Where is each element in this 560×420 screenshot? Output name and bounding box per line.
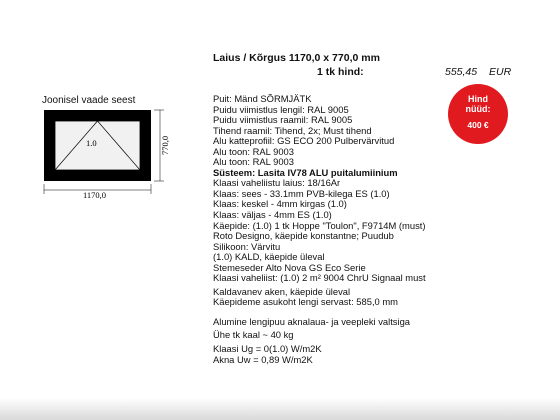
spec-line: Stemeseder Alto Nova GS Eco Serie: [213, 261, 366, 273]
spec-line: Roto Designo, käepide konstantne; Puudub: [213, 230, 394, 242]
spec-line: Puidu viimistlus raamil: RAL 9005: [213, 114, 353, 126]
width-label: 1170,0: [83, 190, 107, 200]
spec-line: Käepide: (1.0) 1 tk Hoppe "Toulon", F9714M (must): [213, 219, 426, 231]
height-label: 770,0: [160, 135, 170, 155]
drawing-view-label: Joonisel vaade seest: [42, 95, 136, 106]
spec-list: [213, 94, 543, 365]
spec-line: Tihend raamil: Tihend, 2x; Must tihend: [213, 124, 372, 136]
spec-line: Ühe tk kaal ~ 40 kg: [213, 329, 294, 341]
sash-label: 1.0: [86, 138, 97, 148]
spec-line: Klaasi vaheliistu laius: 18/16Ar: [213, 177, 341, 189]
dimensions-heading: Laius / Kõrgus 1170,0 x 770,0 mm: [213, 52, 380, 64]
spec-line: Puidu viimistlus lengil: RAL 9005: [213, 103, 349, 115]
spec-line: Silikoon: Värvitu: [213, 240, 281, 252]
spec-line: Puit: Mänd SÕRMJÄTK: [213, 93, 312, 104]
currency-label: EUR: [489, 66, 512, 78]
spec-line: Alumine lengipuu aknalaua- ja veepleki valtsiga: [213, 315, 410, 327]
badge-line1: Hind: [468, 94, 488, 104]
spec-line: Käepideme asukoht lengi servast: 585,0 mm: [213, 296, 398, 308]
spec-line-system: Süsteem: Lasita IV78 ALU puitalumiinium: [213, 166, 398, 178]
badge-line2: nüüd:: [465, 104, 491, 114]
spec-line: Klaas: keskel - 4mm kirgas (1.0): [213, 198, 347, 210]
spec-line: Akna Uw = 0,89 W/m2K: [213, 353, 313, 365]
spec-line: Alu toon: RAL 9003: [213, 156, 294, 168]
unit-price-value: 555,45: [445, 66, 478, 78]
spec-line: Klaasi vaheliist: (1.0) 2 m² 9004 ChrU Signaal must: [213, 272, 426, 284]
spec-line: Alu katteprofiil: GS ECO 200 Pulbervärvitud: [213, 135, 395, 147]
spec-line: Klaasi Ug = 0(1.0) W/m2K: [213, 343, 322, 355]
spec-line: Kaldavanev aken, käepide üleval: [213, 285, 351, 297]
window-sash: [55, 121, 140, 170]
spec-line: Klaas: sees - 33.1mm PVB-kilega ES (1.0): [213, 187, 390, 199]
spec-line: Klaas: väljas - 4mm ES (1.0): [213, 209, 332, 221]
spec-line: (1.0) KALD, käepide üleval: [213, 251, 325, 263]
spec-line: Alu toon: RAL 9003: [213, 145, 294, 157]
bottom-edge-shadow: [0, 398, 560, 420]
window-drawing: [30, 100, 195, 205]
badge-price: 400 €: [467, 120, 489, 130]
unit-price-label: 1 tk hind:: [317, 66, 364, 78]
